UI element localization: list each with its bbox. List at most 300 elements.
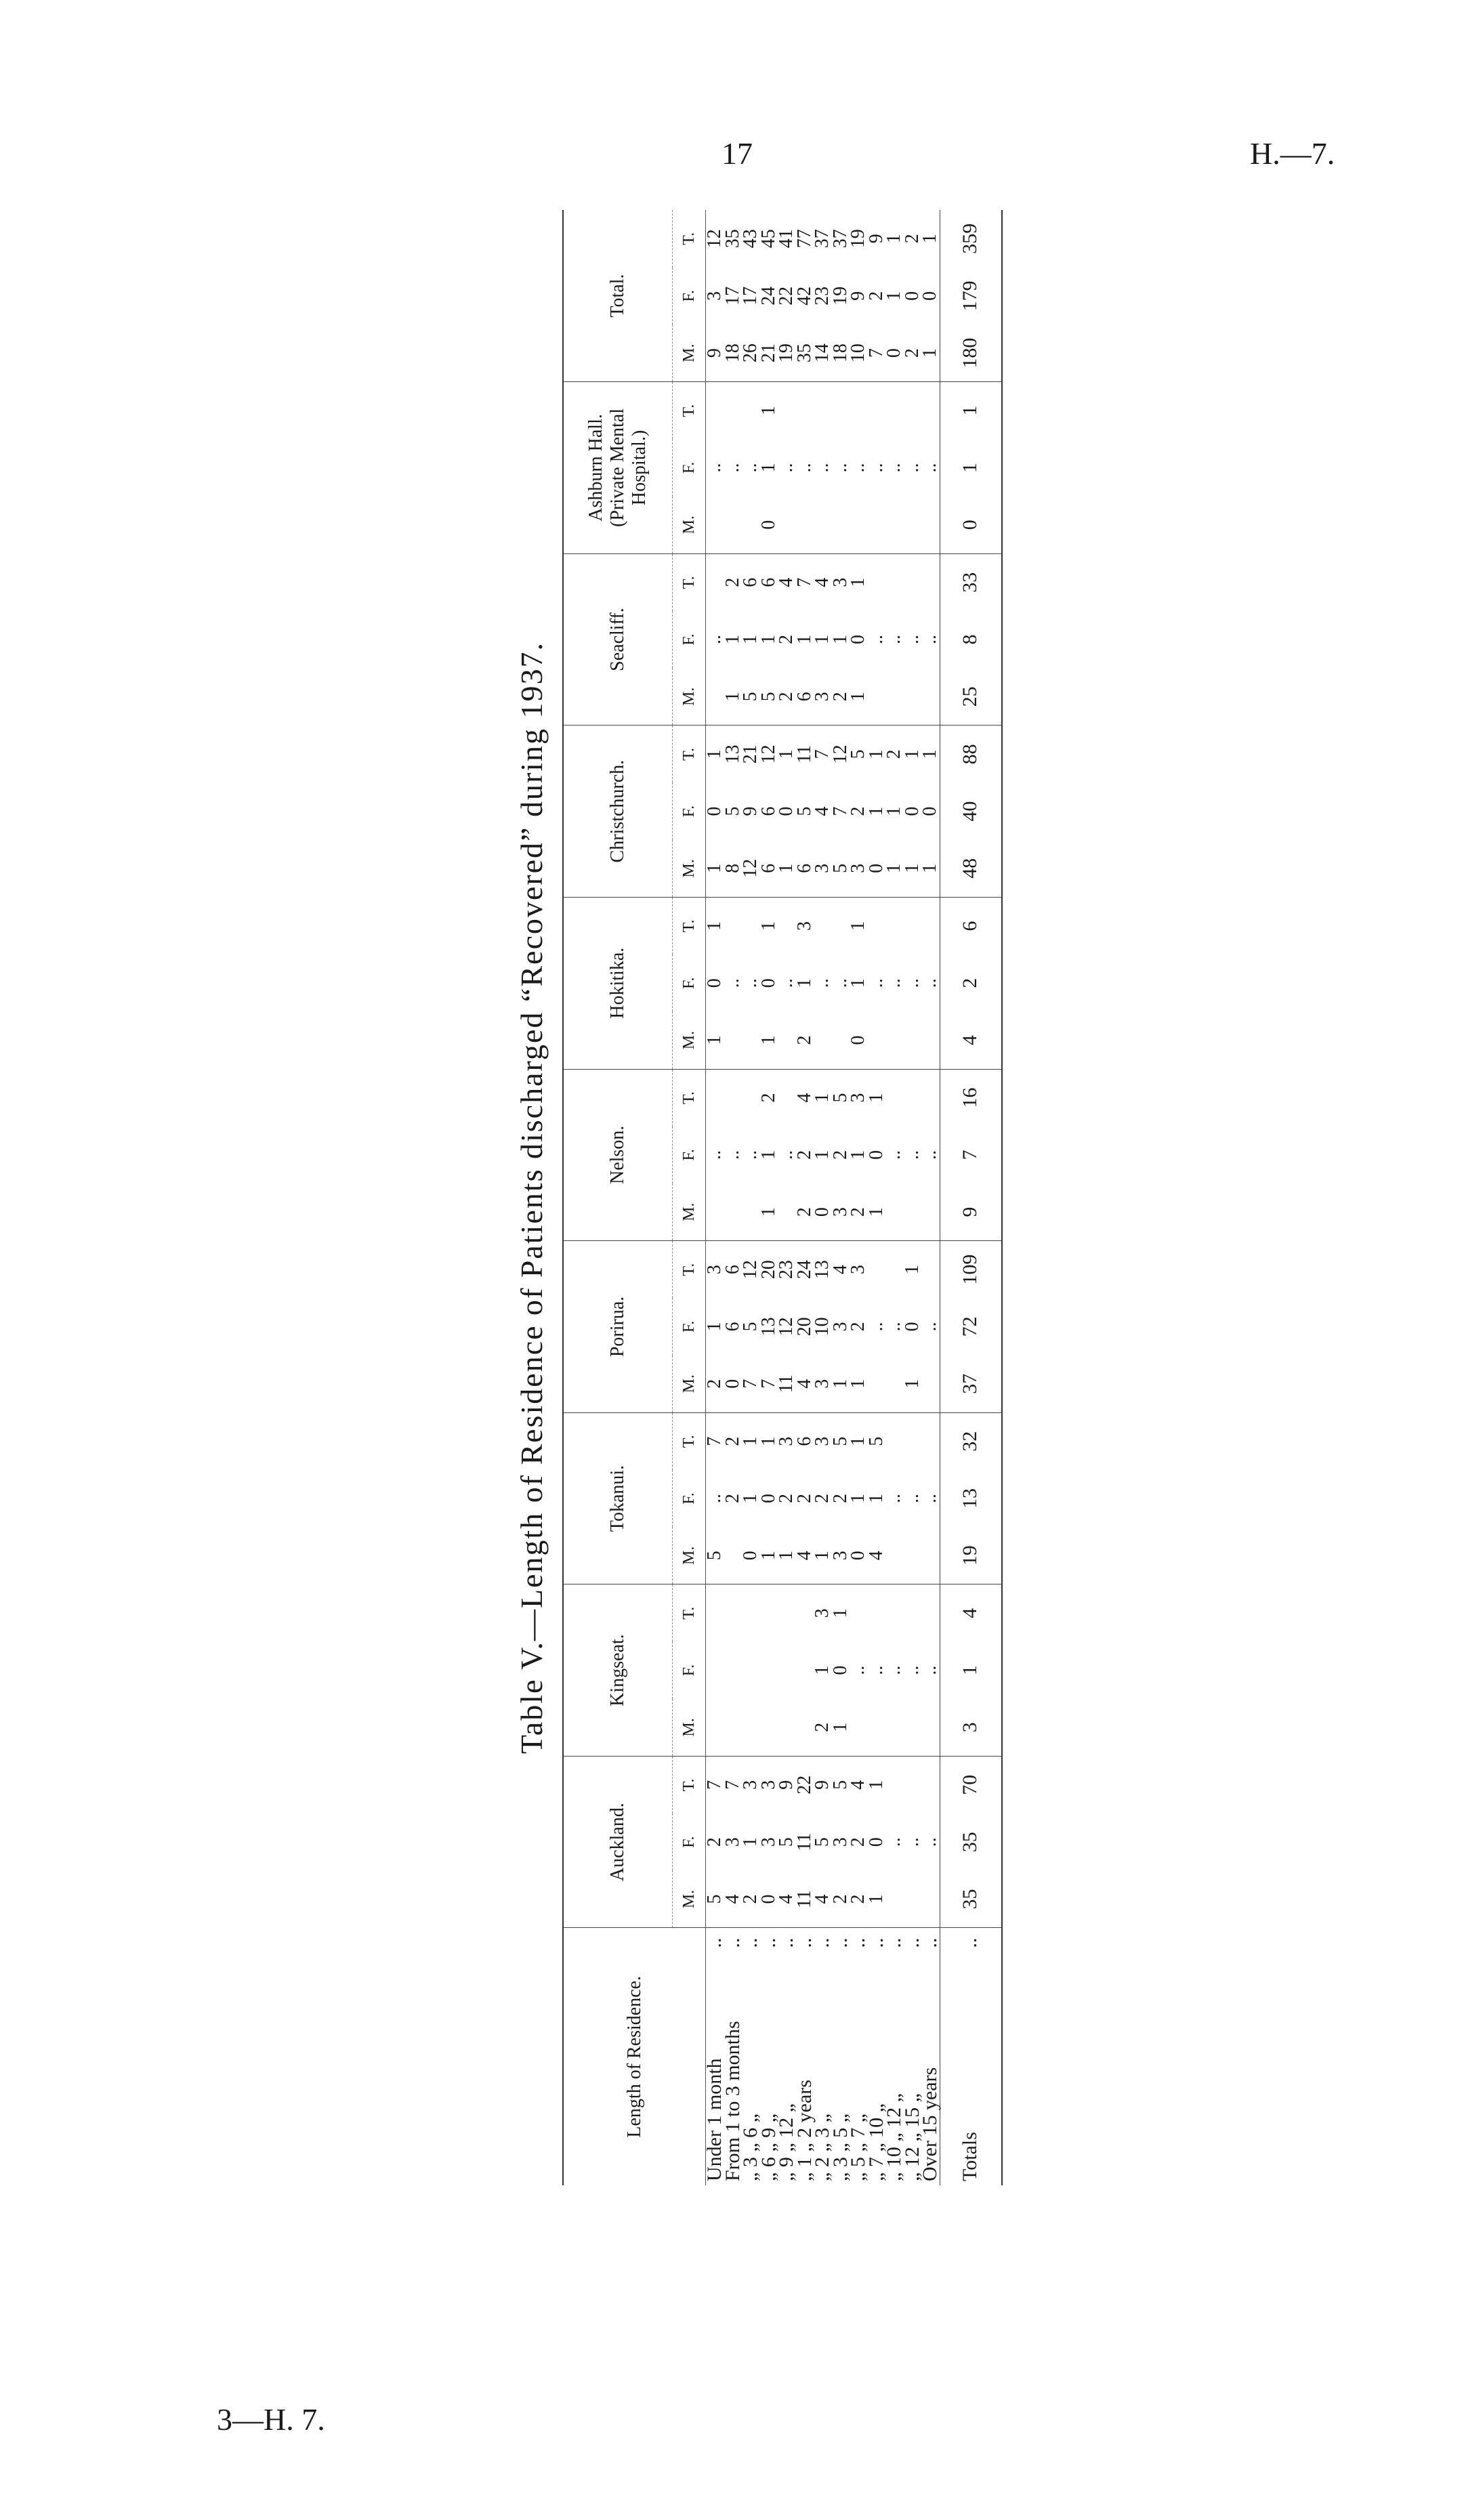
table-row	[706, 210, 724, 2185]
table-cell	[921, 1699, 940, 1757]
table-cell: 7	[760, 1356, 778, 1413]
table-cell: 1	[921, 840, 940, 898]
row-label: „ 2 „ 3 „	[811, 2114, 833, 2181]
table-cell: 4	[776, 577, 797, 587]
table-cell: ..	[883, 1837, 904, 1847]
sex-subheader: T.	[679, 404, 698, 417]
row-label: „ 3 „ 6 „	[739, 2114, 761, 2181]
leader-dots: ..	[775, 1937, 797, 1948]
page-number: 17	[721, 136, 753, 171]
table-cell: 1	[848, 1494, 869, 1504]
table-cell	[868, 1356, 886, 1413]
table-cell: 359	[940, 210, 1002, 268]
table-cell	[742, 1699, 760, 1757]
table-cell: 2	[796, 1183, 814, 1241]
table-cell: 10	[812, 1317, 833, 1337]
table-cell: 5	[829, 1780, 851, 1790]
table-cell	[814, 497, 832, 554]
table-cell	[706, 1183, 724, 1241]
table-cell: 0	[757, 978, 779, 988]
institution-header: Nelson.	[563, 1069, 673, 1241]
table-cell	[724, 1641, 743, 1699]
table-cell: ..	[740, 978, 761, 988]
table-cell: 4	[793, 1093, 815, 1103]
table-cell: 5	[742, 668, 760, 726]
table-cell	[904, 668, 922, 726]
table-cell: 2	[793, 1150, 815, 1160]
table-cell: 26	[742, 324, 760, 382]
table-cell: 1	[883, 806, 904, 816]
table-cell: 1	[904, 1356, 922, 1413]
table-cell: 48	[940, 840, 1002, 898]
table-cell: ..	[919, 1150, 940, 1160]
sex-subheader: M.	[673, 497, 706, 554]
sex-subheader: M.	[673, 1356, 706, 1413]
table-cell: 37	[940, 1356, 1002, 1413]
institution-header: Christchurch.	[563, 726, 673, 898]
row-label: Under 1 month	[703, 2058, 726, 2181]
table-cell: 0	[760, 1870, 778, 1928]
sex-subheader: T.	[679, 1778, 698, 1792]
table-cell	[706, 668, 724, 726]
table-cell: 5	[740, 1322, 761, 1332]
table-cell: 2	[848, 1322, 869, 1332]
table-cell: ..	[919, 978, 940, 988]
table-cell: 1	[706, 1012, 724, 1070]
table-cell: 1	[829, 635, 851, 645]
table-cell: 1	[883, 291, 904, 301]
table-cell: 1	[757, 1436, 779, 1446]
table-cell: ..	[901, 1494, 923, 1504]
table-cell: 2	[793, 1494, 815, 1504]
table-cell: 7	[829, 806, 851, 816]
table-cell: 1	[865, 749, 887, 759]
table-cell: 7	[742, 1356, 760, 1413]
table-cell: 3	[812, 1608, 833, 1618]
table-cell	[832, 497, 850, 554]
sex-subheader: F.	[679, 461, 698, 474]
sex-subheader: F.	[679, 1492, 698, 1505]
table-cell: 1	[793, 635, 815, 645]
table-cell: 0	[901, 806, 923, 816]
table-cell	[706, 382, 724, 440]
table-cell	[778, 1183, 796, 1241]
table-cell: 4	[796, 1356, 814, 1413]
table-cell: 1	[848, 577, 869, 587]
sex-subheader: T.	[679, 1091, 698, 1104]
table-cell: 1	[760, 1012, 778, 1070]
sex-subheader: T.	[679, 576, 698, 589]
table-cell: 1	[940, 1641, 1002, 1699]
table-cell: 1	[848, 921, 869, 931]
table-cell: 3	[940, 1699, 1002, 1757]
table-cell: 0	[724, 1356, 743, 1413]
table-cell: ..	[865, 463, 887, 473]
table-cell: 179	[940, 268, 1002, 325]
table-cell: 1	[778, 1527, 796, 1584]
table-cell: ..	[721, 1150, 743, 1160]
table-cell	[885, 497, 904, 554]
table-cell	[724, 1699, 743, 1757]
table-cell: 5	[721, 806, 743, 816]
institution-header: Auckland.	[563, 1756, 673, 1928]
table-cell: 0	[848, 635, 869, 645]
table-cell: 2	[796, 1012, 814, 1070]
table-cell: 7	[940, 1127, 1002, 1184]
table-cell: 13	[812, 1260, 833, 1280]
table-cell: 6	[757, 806, 779, 816]
table-cell: 2	[706, 1356, 724, 1413]
table-cell	[885, 1756, 904, 1813]
table-cell: 3	[721, 1837, 743, 1847]
table-cell: 2	[901, 234, 923, 244]
table-title	[501, 210, 562, 2185]
table-cell: 1	[901, 1265, 923, 1275]
table-cell: 2	[832, 668, 850, 726]
table-cell: 9	[706, 324, 724, 382]
table-cell	[706, 553, 724, 611]
table-cell: 1	[740, 635, 761, 645]
table-cell	[921, 497, 940, 554]
table-cell: 5	[832, 840, 850, 898]
sex-subheader: M.	[673, 840, 706, 898]
table-cell	[814, 382, 832, 440]
table-cell: ..	[704, 635, 725, 645]
table-cell: 1	[721, 635, 743, 645]
table-cell	[814, 1012, 832, 1070]
sex-subheader: F.	[679, 805, 698, 818]
residence-table	[562, 210, 1003, 2185]
table-cell	[724, 382, 743, 440]
table-cell	[904, 1069, 922, 1127]
table-cell: 2	[776, 1494, 797, 1504]
table-cell: 18	[832, 324, 850, 382]
table-cell: ..	[901, 1665, 923, 1675]
table-cell: 45	[757, 229, 779, 249]
table-cell: 2	[742, 1870, 760, 1928]
table-cell: 1	[776, 749, 797, 759]
table-cell: 11	[796, 1870, 814, 1928]
leader-dots: ..	[739, 1937, 761, 1948]
table-cell: ..	[901, 463, 923, 473]
table-cell: 0	[760, 497, 778, 554]
table-row	[868, 210, 886, 2185]
table-cell: 40	[940, 782, 1002, 840]
sex-subheader: F.	[679, 977, 698, 989]
table-cell: 0	[829, 1665, 851, 1675]
document-reference: H.—7.	[1250, 136, 1335, 171]
table-cell	[850, 1699, 868, 1757]
table-cell: 1	[865, 806, 887, 816]
table-cell: 19	[829, 286, 851, 306]
table-cell: 5	[706, 1527, 724, 1584]
table-cell: 3	[829, 577, 851, 587]
table-cell	[706, 1069, 724, 1127]
table-cell: 4	[814, 1870, 832, 1928]
row-label: From 1 to 3 months	[721, 2021, 744, 2181]
table-cell: 1	[904, 840, 922, 898]
rotated-table-block	[501, 210, 982, 2185]
table-cell: 3	[848, 1093, 869, 1103]
table-cell: 12	[704, 229, 725, 249]
table-cell: 4	[829, 1265, 851, 1275]
row-label: „ 9 „ 12 „	[775, 2103, 797, 2181]
sex-subheader: M.	[673, 1527, 706, 1584]
table-cell: 18	[724, 324, 743, 382]
table-cell: 8	[940, 611, 1002, 669]
table-cell	[778, 497, 796, 554]
sex-header-row	[673, 210, 706, 2185]
table-cell: 5	[829, 1436, 851, 1446]
table-cell: ..	[776, 978, 797, 988]
table-cell	[885, 1699, 904, 1757]
table-cell: ..	[883, 1322, 904, 1332]
table-cell: 17	[721, 286, 743, 306]
table-cell: 0	[919, 806, 940, 816]
table-cell	[742, 897, 760, 954]
table-cell: ..	[721, 978, 743, 988]
table-cell: 1	[724, 668, 743, 726]
table-cell	[921, 1756, 940, 1813]
table-cell: 2	[904, 324, 922, 382]
table-cell	[921, 1012, 940, 1070]
table-cell: 11	[793, 1832, 815, 1851]
table-cell: 1	[704, 921, 725, 931]
table-cell: 6	[796, 840, 814, 898]
table-row	[814, 210, 832, 2185]
table-cell: 70	[940, 1756, 1002, 1813]
table-cell: 6	[796, 668, 814, 726]
table-cell: ..	[812, 463, 833, 473]
institution-header: Porirua.	[563, 1241, 673, 1413]
table-row	[796, 210, 814, 2185]
table-cell: 6	[760, 840, 778, 898]
table-cell: 3	[814, 840, 832, 898]
table-cell: ..	[812, 978, 833, 988]
table-cell	[706, 497, 724, 554]
table-cell	[921, 1412, 940, 1470]
table-cell: 0	[776, 806, 797, 816]
table-cell: ..	[704, 463, 725, 473]
table-cell: 1	[760, 1183, 778, 1241]
table-cell: 1	[848, 1150, 869, 1160]
table-cell: ..	[919, 1494, 940, 1504]
table-cell: 11	[778, 1356, 796, 1413]
table-cell: 3	[829, 1322, 851, 1332]
table-cell: 1	[868, 1183, 886, 1241]
table-cell: ..	[865, 635, 887, 645]
table-cell: 13	[940, 1470, 1002, 1528]
table-cell: 1	[757, 463, 779, 473]
table-cell	[885, 1412, 904, 1470]
table-cell	[850, 1584, 868, 1642]
table-title-suffix: during 1937.	[514, 641, 549, 818]
table-cell	[868, 553, 886, 611]
table-cell: 3	[704, 1265, 725, 1275]
table-cell: 4	[796, 1527, 814, 1584]
table-cell: ..	[704, 1494, 725, 1504]
table-cell	[742, 1641, 760, 1699]
table-cell: 22	[776, 286, 797, 306]
table-cell: 1	[919, 749, 940, 759]
table-cell	[868, 382, 886, 440]
table-cell: 6	[940, 897, 1002, 954]
table-cell: 4	[848, 1780, 869, 1790]
table-cell: 2	[865, 291, 887, 301]
table-cell: ..	[776, 463, 797, 473]
table-cell: 1	[757, 1150, 779, 1160]
table-cell: 12	[829, 744, 851, 764]
table-cell: 23	[812, 286, 833, 306]
table-cell: 1	[921, 324, 940, 382]
table-cell: 3	[814, 1356, 832, 1413]
table-cell: 22	[793, 1775, 815, 1794]
row-label-cell	[921, 1928, 940, 2185]
table-cell	[885, 1584, 904, 1642]
table-cell: 2	[832, 1870, 850, 1928]
table-cell: ..	[883, 463, 904, 473]
table-row	[850, 210, 868, 2185]
row-label: „ 5 „ 7 „	[847, 2114, 869, 2181]
table-cell	[778, 1641, 796, 1699]
institution-header: Total.	[563, 210, 673, 382]
table-row	[724, 210, 743, 2185]
table-cell: 24	[757, 286, 779, 306]
table-cell: 21	[760, 324, 778, 382]
table-row	[921, 210, 940, 2185]
table-cell: 2	[848, 806, 869, 816]
table-cell: 11	[793, 744, 815, 763]
table-cell: 4	[778, 1870, 796, 1928]
sex-subheader: F.	[679, 1320, 698, 1333]
table-cell: 1	[865, 1494, 887, 1504]
table-cell: 1	[885, 840, 904, 898]
table-cell: 2	[883, 749, 904, 759]
table-cell: 3	[793, 921, 815, 931]
table-cell: 14	[814, 324, 832, 382]
table-cell: ..	[901, 1150, 923, 1160]
table-cell	[796, 382, 814, 440]
table-cell: 4	[724, 1870, 743, 1928]
table-row	[885, 210, 904, 2185]
table-cell: 43	[740, 229, 761, 249]
table-cell: ..	[883, 1150, 904, 1160]
table-title-quote: “Recovered”	[514, 826, 549, 1003]
table-cell: 1	[740, 1436, 761, 1446]
table-cell	[885, 668, 904, 726]
table-cell: 5	[829, 1093, 851, 1103]
table-cell	[868, 1241, 886, 1299]
sex-subheader: M.	[673, 324, 706, 382]
leader-dots: ..	[721, 1937, 744, 1948]
table-cell	[904, 553, 922, 611]
row-label: „ 10 „ 12 „	[883, 2093, 905, 2181]
table-cell	[832, 382, 850, 440]
table-cell: 1	[848, 1436, 869, 1446]
sex-subheader: F.	[679, 1149, 698, 1161]
totals-row	[940, 210, 1002, 2185]
table-cell: 35	[940, 1813, 1002, 1871]
table-cell: 12	[740, 1260, 761, 1280]
table-cell: ..	[740, 463, 761, 473]
table-cell: 35	[721, 229, 743, 249]
table-cell: 19	[940, 1527, 1002, 1584]
table-cell: 9	[848, 291, 869, 301]
table-cell: ..	[883, 978, 904, 988]
table-cell: 2	[721, 1436, 743, 1446]
table-cell: 35	[796, 324, 814, 382]
leader-dots: ..	[847, 1937, 869, 1948]
table-cell: 23	[776, 1260, 797, 1280]
table-cell: 2	[829, 1494, 851, 1504]
table-cell: 35	[940, 1870, 1002, 1928]
table-cell: ..	[919, 1322, 940, 1332]
table-cell	[868, 1699, 886, 1757]
sex-subheader: T.	[679, 1263, 698, 1276]
sex-subheader: F.	[679, 290, 698, 302]
leader-dots: ..	[811, 1937, 833, 1948]
table-cell: 2	[848, 1837, 869, 1847]
sex-subheader: F.	[679, 1836, 698, 1848]
table-cell: 1	[919, 234, 940, 244]
table-cell: 3	[704, 291, 725, 301]
table-cell: ..	[704, 1150, 725, 1160]
table-cell: 7	[704, 1780, 725, 1790]
table-cell: 1	[848, 978, 869, 988]
table-cell: ..	[919, 635, 940, 645]
institution-header: Tokanui.	[563, 1412, 673, 1584]
table-cell: 1	[850, 668, 868, 726]
sex-subheader: M.	[673, 1012, 706, 1070]
leader-dots: ..	[959, 1937, 982, 1948]
table-cell: 12	[757, 744, 779, 764]
table-cell: 8	[724, 840, 743, 898]
table-cell	[885, 1183, 904, 1241]
table-cell: 2	[776, 635, 797, 645]
table-cell: 20	[757, 1260, 779, 1280]
length-of-residence-header: Length of Residence.	[563, 1928, 706, 2185]
table-cell	[724, 497, 743, 554]
table-cell: 0	[868, 840, 886, 898]
table-cell	[885, 553, 904, 611]
table-cell: 109	[940, 1241, 1002, 1299]
table-cell: 2	[850, 1183, 868, 1241]
table-cell	[885, 1870, 904, 1928]
table-cell: 37	[829, 229, 851, 249]
table-cell: 9	[776, 1780, 797, 1790]
table-cell: ..	[865, 1665, 887, 1675]
footer-reference: 3—H. 7.	[217, 2402, 325, 2437]
table-cell: ..	[883, 635, 904, 645]
row-label-cell	[940, 1928, 1002, 2185]
table-cell: 1	[812, 1150, 833, 1160]
table-cell	[706, 1641, 724, 1699]
table-cell: 1	[704, 749, 725, 759]
institution-header: Seacliff.	[563, 553, 673, 726]
table-cell: 0	[704, 978, 725, 988]
table-cell: 1	[865, 1093, 887, 1103]
table-cell: 6	[793, 1436, 815, 1446]
row-label: „ 6 „ 9 „	[757, 2114, 780, 2181]
table-cell	[724, 1584, 743, 1642]
table-cell: ..	[919, 1665, 940, 1675]
table-cell	[778, 897, 796, 954]
sex-subheader: F.	[679, 1664, 698, 1677]
table-cell: 2	[812, 1494, 833, 1504]
table-body	[703, 210, 1002, 2185]
table-cell	[760, 1699, 778, 1757]
table-cell: 1	[940, 439, 1002, 497]
